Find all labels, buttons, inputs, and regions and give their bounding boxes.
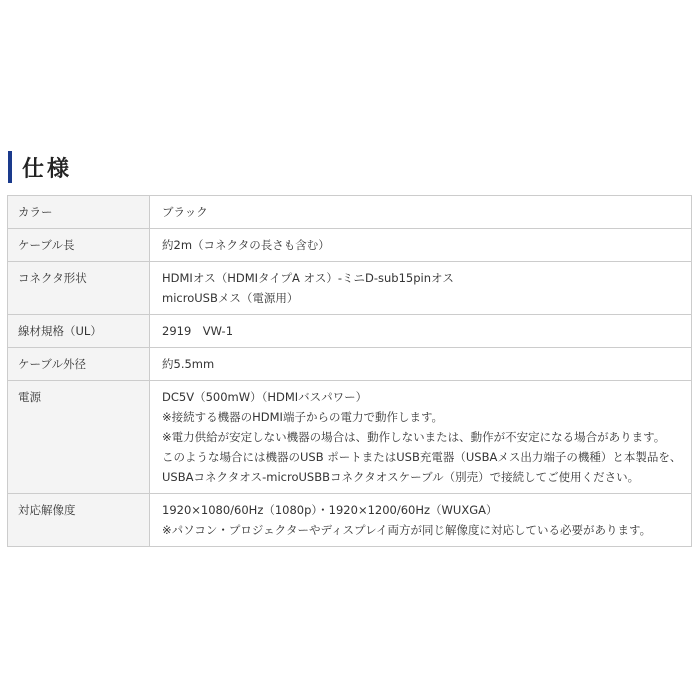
value-line: 2919 VW-1 (162, 324, 234, 338)
table-row (8, 196, 692, 229)
row-label-power: 電源 (8, 381, 150, 494)
row-label-outer-diameter: ケーブル外径 (8, 348, 150, 381)
page-title: 仕様 (22, 156, 73, 182)
table-row (8, 229, 692, 262)
row-value-color (150, 196, 692, 229)
value-line: USBAコネクタオス-microUSBBコネクタオスケーブル（別売）で接続してご使用ください。 (162, 470, 640, 484)
value-line: このような場合には機器のUSB ポートまたはUSB充電器（USBAメス出力端子の機種）と本製品を、 (162, 450, 682, 464)
value-line: microUSBメス（電源用） (162, 291, 299, 305)
table-row (8, 381, 692, 494)
table-row (8, 494, 692, 547)
row-value-wire-standard (150, 315, 692, 348)
row-label-cable-length: ケーブル長 (8, 229, 150, 262)
table-row (8, 348, 692, 381)
row-value-power (150, 381, 692, 494)
value-line: HDMIオス（HDMIタイプA オス）-ミニD-sub15pinオス (162, 271, 454, 285)
value-line: DC5V（500mW）（HDMIバスパワー） (162, 390, 368, 404)
value-line: 約5.5mm (162, 357, 215, 371)
spec-heading (8, 150, 72, 184)
row-value-cable-length (150, 229, 692, 262)
value-line: ※パソコン・プロジェクターやディスプレイ両方が同じ解像度に対応している必要があります。 (162, 523, 652, 537)
value-line: 約2m（コネクタの長さも含む） (162, 238, 330, 252)
row-value-resolution (150, 494, 692, 547)
heading-accent-bar (8, 151, 12, 183)
row-value-connector (150, 262, 692, 315)
table-row (8, 315, 692, 348)
value-line: ※接続する機器のHDMI端子からの電力で動作します。 (162, 410, 444, 424)
row-label-color: カラー (8, 196, 150, 229)
spec-table (7, 195, 692, 547)
row-label-wire-standard: 線材規格（UL） (8, 315, 150, 348)
value-line: ※電力供給が安定しない機器の場合は、動作しないまたは、動作が不安定になる場合があります。 (162, 430, 666, 444)
table-row (8, 262, 692, 315)
row-value-outer-diameter (150, 348, 692, 381)
value-line: 1920×1080/60Hz（1080p）・1920×1200/60Hz（WUXGA） (162, 503, 498, 517)
row-label-connector: コネクタ形状 (8, 262, 150, 315)
value-line: ブラック (162, 205, 208, 219)
row-label-resolution: 対応解像度 (8, 494, 150, 547)
